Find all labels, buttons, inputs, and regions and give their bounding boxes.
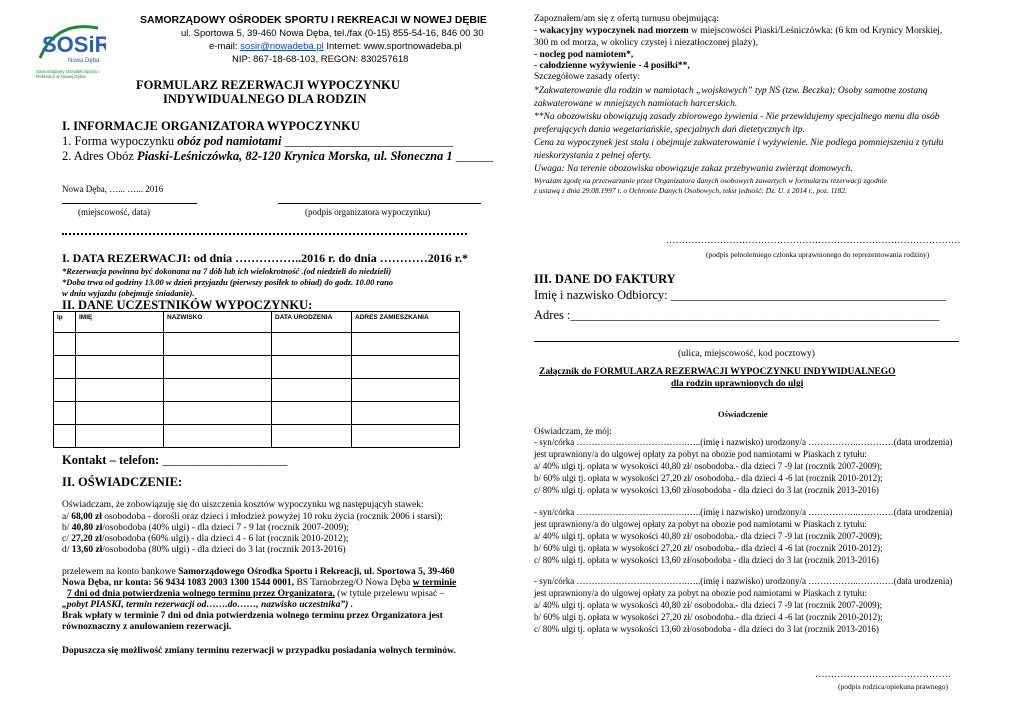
rate-b-prefix: b/ — [62, 523, 72, 533]
col-address: ADRES ZAMIESZKANIA — [352, 312, 460, 333]
offer-intro: Zapoznałem/am się z ofertą turnusu obejmującą: — [534, 14, 719, 24]
bank-line-4: „pobyt PIASKI, termin rezerwacji od…….do……, nazwisko uczestnika”) . — [62, 600, 354, 610]
annex-block-2-line1[interactable]: - syn/córka ……………………………….…..(imię i nazwisko) urodzony/a ……………..…………(data urodzenia) — [534, 507, 953, 517]
annex-block-2-a[interactable]: a/ 40% ulgi tj. opłata w wysokości 40,80 zł/ osobodoba.- dla dzieci 7 -9 lat (rocznik 2007-2009); — [534, 531, 883, 541]
bank-line-2 — [62, 578, 456, 588]
offer-l1b: w miejscowości Piaski/Leśniczówka: (6 km od Krynicy Morskiej, — [688, 26, 943, 36]
note-3: w dniu wyjazdu (obejmuje śniadanie). — [62, 288, 195, 298]
org-nip: NIP: 867-18-68-103, REGON: 830257618 — [232, 54, 409, 65]
caption-place-date: (miejscowość, data) — [78, 207, 150, 217]
org-address: ul. Sportowa 5, 39-460 Nowa Dęba, tel./fax (0-15) 855-54-16, 846 00 30 — [181, 28, 484, 39]
annex-block-1-c[interactable]: c/ 80% ulgi tj. opłata w wysokości 13,60 zł/osobodoba - dla dzieci do 3 lat (rocznik 2013-2016) — [534, 485, 879, 495]
line2-prefix: 2. Adres Obóz — [62, 149, 137, 163]
rate-d-prefix: d/ — [62, 545, 72, 555]
table-row[interactable] — [54, 402, 460, 425]
invoice-address-caption: (ulica, miejscowość, kod pocztowy) — [678, 349, 815, 359]
separator — [62, 233, 467, 235]
annex-block-3-a[interactable]: a/ 40% ulgi tj. opłata w wysokości 40,80 zł/ osobodoba.- dla dzieci 7 -9 lat (rocznik 2007-2009); — [534, 600, 883, 610]
offer-l1a: - wakacyjny wypoczynek nad morzem — [534, 26, 689, 36]
rule-2a: **Na obozowisku obowiązują zasady zbiorowego żywienia - Nie przewidujemy specjalnego menu dla osób — [534, 112, 940, 122]
bank-p1b: Samorządowego Ośrodka Sportu i Rekreacji, ul. Sportowa 5, 39-460 — [178, 567, 455, 577]
org-name: SAMORZĄDOWY OŚRODEK SPORTU I REKREACJI W NOWEJ DĘBIE — [140, 14, 487, 26]
declaration-heading: II. OŚWIADCZENIE: — [62, 475, 183, 489]
form-title-line2: INDYWIDUALNEGO DLA RODZIN — [163, 92, 367, 106]
line1-blank: ___________________________ — [281, 134, 454, 148]
note-1: *Rezerwacja powinna być dokonana na 7 dób lub ich wielokrotność .(od niedzieli do niedzieli) — [62, 266, 392, 276]
rate-a-text: osobodoba - dorośli oraz dzieci i młodzież powyżej 10 roku życia (rocznik 2006 i starsi); — [101, 512, 443, 522]
place-date-line — [62, 203, 197, 204]
invoice-address-line — [534, 341, 959, 342]
offer-line-1 — [534, 26, 942, 36]
table-row[interactable] — [54, 425, 460, 448]
rules-title: Szczegółowe zasady oferty: — [534, 72, 641, 82]
rule-1a: *Zakwaterowanie dla rodzin w namiotach „wojskowych” typ NS (tzw. Beczka); Osoby samotne zostaną — [534, 86, 928, 96]
form-title-line1: FORMULARZ REZERWACJI WYPOCZYNKU — [136, 78, 400, 92]
line1-value: obóz pod namiotami — [177, 134, 282, 148]
annex-block-3-line2: jest uprawniony/a do ulgowej opłaty za pobyt na obozie pod namiotami w Piaskach z tytułu: — [534, 588, 867, 598]
bank-p3b: (w tytule przelewu wpisać – — [334, 589, 445, 599]
contact-blank: ____________________ — [159, 453, 288, 467]
form-line-type — [62, 134, 453, 149]
rule-4: Uwaga: Na terenie obozowiska obowiązuje zakaz przebywania zwierząt domowych. — [534, 164, 853, 174]
col-birth-date: DATA URODZENIA — [272, 312, 352, 333]
table-header-row — [54, 312, 460, 333]
rate-c — [62, 534, 349, 544]
rate-b-amount: 40,80 zł — [71, 523, 103, 533]
participants-heading: II. DANE UCZESTNIKÓW WYPOCZYNKU: — [62, 298, 313, 312]
email-label: e-mail: — [209, 41, 241, 52]
bank-account: Nowa Dęba, nr konta: 56 9434 1083 2003 1300 1544 0001, — [62, 578, 295, 588]
invoice-address-field[interactable]: Adres :___________________________________________________________ — [534, 308, 940, 322]
final-note: Dopuszcza się możliwość zmiany terminu rezerwacji w przypadku posiadania wolnych terminów. — [62, 646, 456, 656]
form-line-address — [62, 149, 493, 164]
bank-line-1 — [62, 567, 455, 577]
rate-c-amount: 27,20 zł — [71, 534, 102, 544]
bank-p2b: BS Tarnobrzeg/O Nowa Dęba — [294, 578, 413, 588]
line1-prefix: 1. Forma wypoczynku — [62, 134, 178, 148]
rate-a-prefix: a/ — [62, 512, 72, 522]
offer-line-2: 300 m od morza, w okolicy czystej i niezatłoczonej plaży), — [534, 38, 758, 48]
member-signature-caption: (podpis pełnoletniego członka uprawnionego do reprezentowania rodziny) — [706, 250, 930, 259]
bank-line-5: Brak wpłaty w terminie 7 dni od dnia potwierdzenia wolnego terminu przez Organizatora jest — [62, 611, 443, 621]
annex-block-2-c[interactable]: c/ 80% ulgi tj. opłata w wysokości 13,60 zł/osobodoba - dla dzieci do 3 lat (rocznik 2013-2016) — [534, 555, 879, 565]
annex-block-2-b[interactable]: b/ 60% ulgi tj. opłata w wysokości 27,20 zł/ osobodoba.- dla dzieci 4 -6 lat (rocznik 2010-2012); — [534, 543, 883, 553]
annex-block-1-line1[interactable]: - syn/córka ……………………………….…..(imię i nazwisko) urodzony/a ……………..…………(data urodzenia) — [534, 437, 953, 447]
line2-blank: ______ — [452, 149, 494, 163]
declaration-intro: Oświadczam, że zobowiązuję się do uiszczenia kosztów wypoczynku wg następującyh stawek: — [62, 500, 424, 510]
bank-line-3 — [67, 589, 444, 599]
annex-title-2: dla rodzin uprawnionych do ulgi — [671, 379, 804, 389]
annex-block-2-line2: jest uprawniony/a do ulgowej opłaty za pobyt na obozie pod namiotami w Piaskach z tytułu: — [534, 519, 867, 529]
logo-city: Nowa Dęba — [68, 58, 100, 64]
annex-intro: Oświadczam, że mój: — [534, 426, 612, 436]
rate-c-prefix: c/ — [62, 534, 72, 544]
col-first-name: IMIĘ — [76, 312, 164, 333]
rate-d-text: /osobodoba (80% ulgi) - dla dzieci do 3 lat (rocznik 2013-2016) — [102, 545, 346, 555]
invoice-heading: III. DANE DO FAKTURY — [534, 272, 676, 286]
signature-line — [278, 203, 481, 204]
parent-signature-dots[interactable]: ……………………………………. — [815, 670, 951, 680]
col-lp: lp — [54, 312, 76, 333]
contact-label: Kontakt – telefon: — [62, 453, 160, 467]
rule-2b: preferujących dania wegetariańskie, specjalnych dań dietetycznych itp. — [534, 125, 805, 135]
consent-2: z ustawą z dnia 29.08.1997 r. o Ochronie Danych Osobowych, tekst jedność: Dz. U. z 2014 r., poz. 1182. — [534, 186, 847, 195]
email-link[interactable]: sosir@nowadeba.pl — [240, 41, 324, 52]
rule-1b: zakwaterowane w mniejszych namiotach harcerskich. — [534, 99, 738, 109]
internet-text: Internet: www.sportnowadeba.pl — [323, 41, 462, 52]
consent-1: Wyrażam zgodę na przetwarzanie przez Organizatora danych osobowych zawartych w formularzu rezerwacji zgodnie — [534, 176, 887, 185]
contact-phone[interactable] — [62, 453, 287, 468]
rate-b-text: /osobodoba (40% ulgi) - dla dzieci 7 - 9 lat (rocznik 2007-2009); — [102, 523, 350, 533]
annex-heading: Oświadczenie — [718, 409, 768, 419]
bank-p3: 7 dni od dnia potwierdzenia wolnego terminu przez Organizatora, — [67, 589, 335, 599]
reservation-date-heading: I. DATA REZERWACJI: od dnia ……………..2016 r. do dnia …………2016 r.* — [62, 251, 468, 265]
rate-a-amount: 68,00 zł — [71, 512, 102, 522]
caption-organizer-signature: (podpis organizatora wypoczynku) — [305, 207, 431, 217]
offer-line-3: - nocleg pod namiotem*, — [534, 50, 634, 60]
table-row[interactable] — [54, 379, 460, 402]
bank-p1: przelewem na konto bankowe — [62, 567, 179, 577]
parent-signature-caption: (podpis rodzica/opiekuna prawnego) — [838, 682, 948, 691]
annex-block-3-c[interactable]: c/ 80% ulgi tj. opłata w wysokości 13,60 zł/osobodoba - dla dzieci do 3 lat (rocznik 2013-2016) — [534, 624, 879, 634]
line2-value: Piaski-Leśniczówka, 82-120 Krynica Morska, ul. Słoneczna 1 — [137, 149, 453, 163]
col-last-name: NAZWISKO — [164, 312, 272, 333]
logo-subtitle: Samorządowy Ośrodek Sportu i Rekreacji w Nowej Dębie — [36, 69, 100, 79]
bank-line-6: równoznaczny z anulowaniem rezerwacji. — [62, 622, 232, 632]
org-contact — [209, 41, 462, 52]
annex-block-1-b[interactable]: b/ 60% ulgi tj. opłata w wysokości 27,20 zł/ osobodoba.- dla dzieci 4 -6 lat (rocznik 2010-2012); — [534, 473, 883, 483]
bank-p2c: w terminie — [412, 578, 457, 588]
participants-table — [53, 311, 460, 448]
place-date: Nowa Dęba, …... …... 2016 — [62, 184, 164, 194]
rate-d-amount: 13,60 zł — [71, 545, 103, 555]
member-signature-dots[interactable]: ………………………………………………………………………………… — [666, 236, 961, 246]
rule-3b: nieskorzystania z pełnej oferty. — [534, 151, 652, 161]
invoice-recipient-field[interactable]: Imię i nazwisko Odbiorcy: ____________________________________________ — [534, 288, 946, 302]
rate-c-text: /osobodoba (60% ulgi) - dla dzieci 4 - 6 lat (rocznik 2010-2012); — [101, 534, 349, 544]
rate-d — [62, 545, 346, 555]
rate-b — [62, 523, 349, 533]
annex-block-3-line1[interactable]: - syn/córka ……………………………….…..(imię i nazwisko) urodzony/a ……………..…………(data urodzenia) — [534, 576, 953, 586]
annex-block-3-b[interactable]: b/ 60% ulgi tj. opłata w wysokości 27,20 zł/ osobodoba.- dla dzieci 4 -6 lat (rocznik 2010-2012); — [534, 612, 883, 622]
rule-3a: Cena za wypoczynek jest stała i obejmuje zakwaterowanie i wyżywienie. Nie podlega pomniejszeniu z tytułu — [534, 138, 944, 148]
logo-text: SOSiR — [42, 32, 106, 57]
table-row[interactable] — [54, 333, 460, 356]
annex-block-1-a[interactable]: a/ 40% ulgi tj. opłata w wysokości 40,80 zł/ osobodoba.- dla dzieci 7 -9 lat (rocznik 2007-2009); — [534, 461, 883, 471]
table-row[interactable] — [54, 356, 460, 379]
note-2: *Doba trwa od godziny 13.00 w dzień przyjazdu (pierwszy posiłek to obiad) do godz. 10.00 rano — [62, 277, 394, 287]
annex-block-1-line2: jest uprawniony/a do ulgowej opłaty za pobyt na obozie pod namiotami w Piaskach z tytułu: — [534, 449, 867, 459]
section1-heading: I. INFORMACJE ORGANIZATORA WYPOCZYNKU — [62, 119, 360, 133]
annex-title-1: Załącznik do FORMULARZA REZERWACJI WYPOCZYNKU INDYWIDUALNEGO — [539, 367, 896, 377]
rate-a — [62, 512, 443, 522]
offer-line-4: - całodzienne wyżywienie - 4 posiłki**, — [534, 61, 690, 71]
